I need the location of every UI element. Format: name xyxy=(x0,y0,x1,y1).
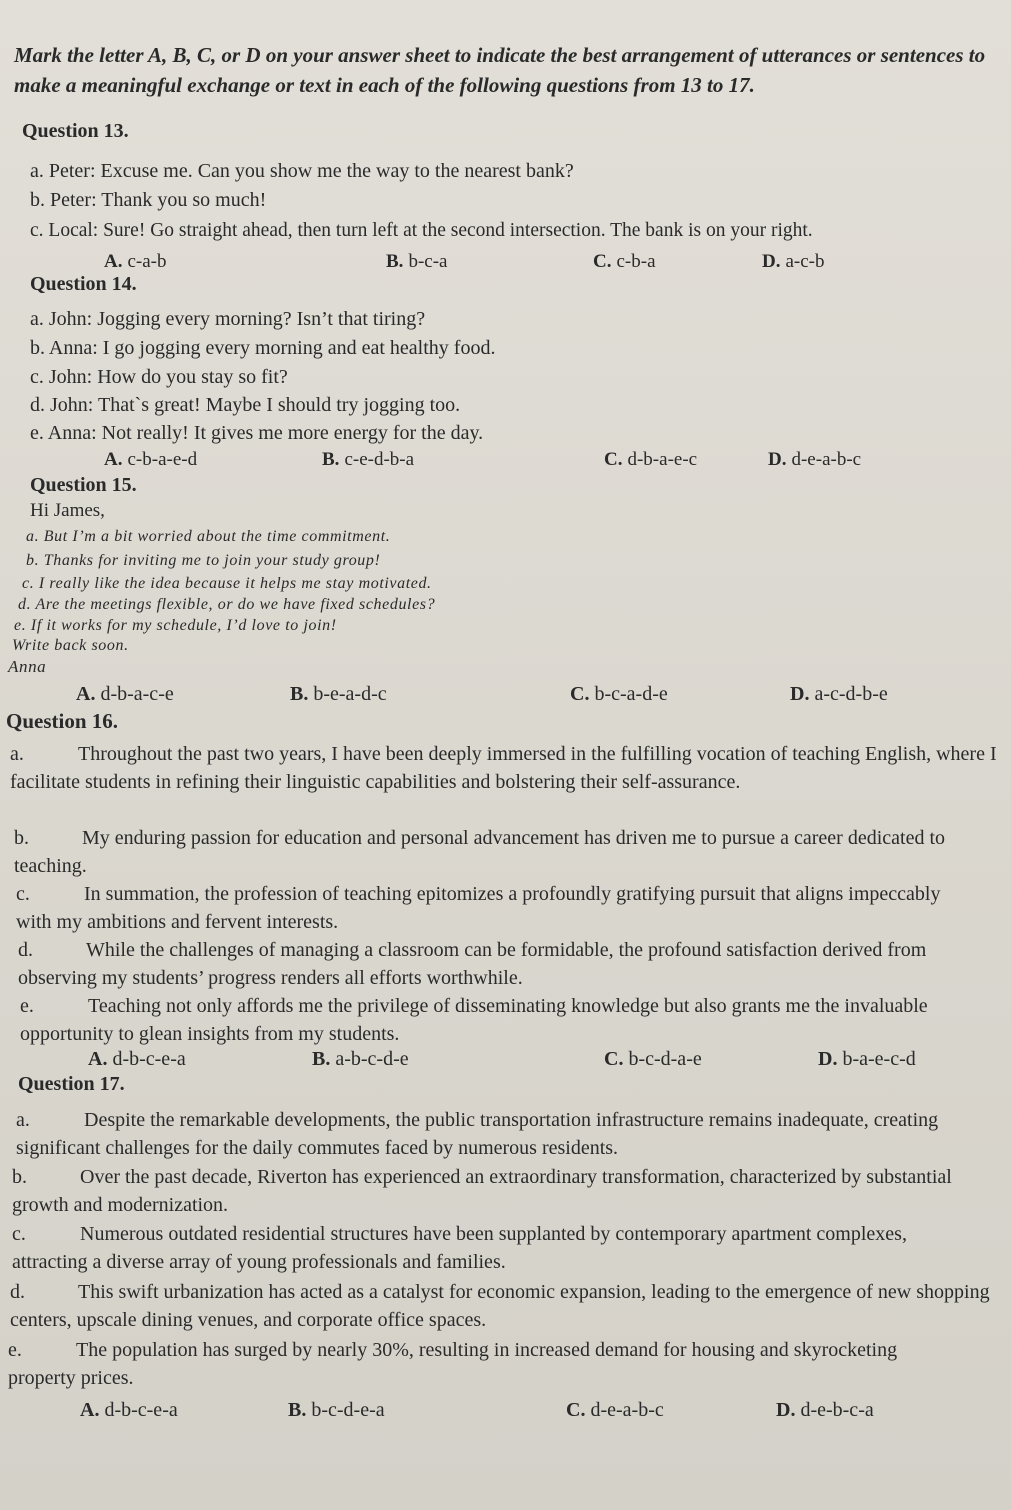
q14-option-c[interactable]: C. d-b-a-e-c xyxy=(604,449,698,470)
q15-option-b[interactable]: B. b-e-a-d-c xyxy=(290,683,387,705)
q13-item-c: c. Local: Sure! Go straight ahead, then turn left at the second intersection. The bank is on your right. xyxy=(30,220,813,241)
question-17-title: Question 17. xyxy=(18,1073,125,1095)
q16-item-c: c. In summation, the profession of teaching epitomizes a profoundly gratifying pursuit that aligns impeccably with my ambitions and fervent interests. xyxy=(16,883,941,933)
question-13-title: Question 13. xyxy=(22,120,129,142)
q17-item-e: e. The population has surged by nearly 30%, resulting in increased demand for housing and skyrocketing property prices. xyxy=(8,1339,898,1389)
question-16-title: Question 16. xyxy=(6,709,119,733)
q15-item-c: c. I really like the idea because it helps me stay motivated. xyxy=(22,575,432,592)
q16-item-b: b. My enduring passion for education and personal advancement has driven me to pursue a career dedicated to teaching. xyxy=(14,827,946,877)
question-15-title: Question 15. xyxy=(30,474,137,496)
q17-option-b[interactable]: B. b-c-d-e-a xyxy=(288,1399,385,1421)
q17-option-d[interactable]: D. d-e-b-c-a xyxy=(776,1399,874,1421)
instructions: Mark the letter A, B, C, or D on your answer sheet to indicate the best arrangement of utterances or sentences to make a meaningful exchange or text in each of the following questions from 13 to 17. xyxy=(14,43,986,97)
q17-item-b: b. Over the past decade, Riverton has experienced an extraordinary transformation, characterized by substantial growth and modernization. xyxy=(12,1166,952,1216)
q16-item-e: e. Teaching not only affords me the privilege of disseminating knowledge but also grants me the invaluable opportunity to glean insights from my students. xyxy=(20,995,928,1045)
q13-option-a[interactable]: A. c-a-b xyxy=(104,251,167,272)
q14-option-a[interactable]: A. c-b-a-e-d xyxy=(104,449,198,470)
q17-item-d: d. This swift urbanization has acted as a catalyst for economic expansion, leading to the emergence of new shopping centers, upscale dining venues, and corporate office spaces. xyxy=(10,1281,990,1331)
q16-item-a: a. Throughout the past two years, I have been deeply immersed in the fulfilling vocation of teaching English, where I facilitate students in refining their linguistic capabilities and bolstering their self-assurance. xyxy=(10,743,997,793)
q14-item-c: c. John: How do you stay so fit? xyxy=(30,366,288,388)
question-14-title: Question 14. xyxy=(30,273,137,295)
q14-option-d[interactable]: D. d-e-a-b-c xyxy=(768,449,862,470)
q13-item-a: a. Peter: Excuse me. Can you show me the way to the nearest bank? xyxy=(30,160,574,182)
q13-option-c[interactable]: C. c-b-a xyxy=(593,251,656,272)
q14-item-b: b. Anna: I go jogging every morning and eat healthy food. xyxy=(30,337,496,359)
q13-item-b: b. Peter: Thank you so much! xyxy=(30,189,267,211)
q15-option-a[interactable]: A. d-b-a-c-e xyxy=(76,683,174,705)
q14-item-e: e. Anna: Not really! It gives me more energy for the day. xyxy=(30,422,484,444)
q13-option-d[interactable]: D. a-c-b xyxy=(762,251,825,272)
q17-item-a: a. Despite the remarkable developments, the public transportation infrastructure remains inadequate, creating significant challenges for the daily commutes faced by numerous residents. xyxy=(16,1109,939,1159)
q14-option-b[interactable]: B. c-e-d-b-a xyxy=(322,449,415,470)
q15-item-b: b. Thanks for inviting me to join your study group! xyxy=(26,552,381,569)
q15-signature: Anna xyxy=(8,657,47,676)
q15-greeting: Hi James, xyxy=(30,500,105,521)
q16-item-d: d. While the challenges of managing a classroom can be formidable, the profound satisfaction derived from observing my students’ progress renders all efforts worthwhile. xyxy=(18,939,927,989)
q17-option-c[interactable]: C. d-e-a-b-c xyxy=(566,1399,664,1421)
q14-item-a: a. John: Jogging every morning? Isn’t that tiring? xyxy=(30,308,426,330)
q15-closing: Write back soon. xyxy=(12,637,129,654)
q15-item-d: d. Are the meetings flexible, or do we have fixed schedules? xyxy=(18,596,436,613)
q16-option-b[interactable]: B. a-b-c-d-e xyxy=(312,1048,409,1070)
q13-option-b[interactable]: B. b-c-a xyxy=(386,251,448,272)
q17-item-c: c. Numerous outdated residential structures have been supplanted by contemporary apartment complexes, attracting a diverse array of young professionals and families. xyxy=(12,1223,907,1273)
q16-option-d[interactable]: D. b-a-e-c-d xyxy=(818,1048,916,1070)
q17-option-a[interactable]: A. d-b-c-e-a xyxy=(80,1399,178,1421)
q16-option-c[interactable]: C. b-c-d-a-e xyxy=(604,1048,702,1070)
q15-item-a: a. But I’m a bit worried about the time commitment. xyxy=(26,528,391,545)
q14-item-d: d. John: That`s great! Maybe I should try jogging too. xyxy=(30,394,461,416)
q15-item-e: e. If it works for my schedule, I’d love to join! xyxy=(14,617,337,634)
q15-option-d[interactable]: D. a-c-d-b-e xyxy=(790,683,888,705)
q16-option-a[interactable]: A. d-b-c-e-a xyxy=(88,1048,186,1070)
q15-option-c[interactable]: C. b-c-a-d-e xyxy=(570,683,668,705)
